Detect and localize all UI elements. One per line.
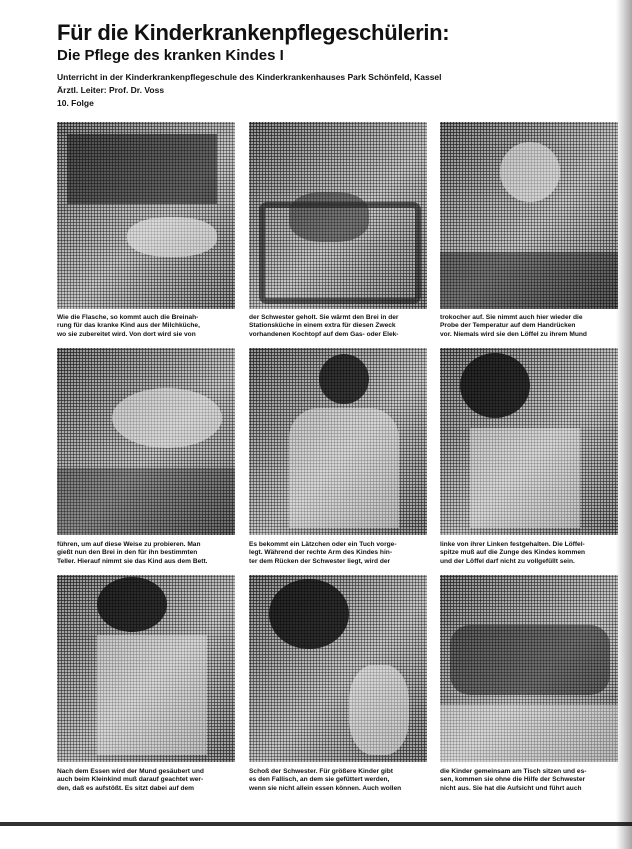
caption-8: Schoß der Schwester. Für größere Kinder gibt es den Fallisch, an dem sie gefüttert werden, wenn sie nicht allein essen können. Auch wollen [249,768,402,792]
meta-line-director: Ärztl. Leiter: Prof. Dr. Voss [57,85,165,95]
wall-shape [440,252,618,309]
shelf-shape [67,134,217,204]
plate-shape [112,388,222,448]
meta-line-institution: Unterricht in der Kinderkrankenpflegeschule des Kinderkrankenhauses Park Schönfeld, Kassel [57,72,442,82]
apron-shape-2 [470,428,580,528]
photo-pouring-porridge [57,348,235,535]
caption-1: Wie die Flasche, so kommt auch die Breinah- rung für das kranke Kind aus der Milchküche, wo sie zubereitet wird. Von dort wird sie von [57,314,200,338]
caption-6: linke von ihrer Linken festgehalten. Die Löffel- spitze muß auf die Zunge des Kindes kommen und der Löffel darf nicht zu vollgefüllt sein. [440,541,586,565]
caption-9: die Kinder gemeinsam am Tisch sitzen und es- sen, kommen sie ohne die Hilfe der Schwester nicht aus. Sie hat die Aufsicht und führt auch [440,768,587,792]
caption-7: Nach dem Essen wird der Mund gesäubert und auch beim Kleinkind muß darauf geachtet wer- den, daß es aufstößt. Es sitzt dabei auf dem [57,768,204,792]
apron-shape [289,408,399,528]
bowls-shape [127,217,217,257]
page-title: Für die Kinderkrankenpflegeschülerin: [57,20,450,45]
photo-children-table [440,575,618,762]
nurse-hair-shape-4 [269,579,349,649]
hand-shape [500,142,560,202]
photo-nurse-bib [249,348,427,535]
table-shape [57,468,235,535]
caption-4: führen, um auf diese Weise zu probieren. Man gießt nun den Brei in den für ihn bestimmten Teller. Hierauf nimmt sie das Kind aus dem Bett. [57,541,208,565]
pot-shape [289,192,369,242]
child-shape [349,665,409,755]
photo-burping [249,575,427,762]
page-subtitle: Die Pflege des kranken Kindes I [57,47,284,64]
nurse-head-shape [319,354,369,404]
photo-stove-pot [249,122,427,309]
meta-line-episode: 10. Folge [57,98,94,108]
page-edge-shadow [616,0,632,849]
nurse-hair-shape [460,353,530,418]
apron-shape-3 [97,635,207,755]
children-shape [450,625,610,695]
photo-spoon-feeding [440,348,618,535]
caption-3: trokocher auf. Sie nimmt auch hier wieder die Probe der Temperatur auf dem Handrücken vor. Niemals wird sie den Löffel zu ihrem Mund [440,314,587,338]
photo-milk-kitchen [57,122,235,309]
bottom-rule [0,822,632,826]
photo-temperature-test [440,122,618,309]
caption-2: der Schwester geholt. Sie wärmt den Brei in der Stationsküche in einem extra für diesen Zweck vorhandenen Kochtopf auf dem Gas- oder Elek- [249,314,399,338]
photo-cleaning-mouth [57,575,235,762]
caption-5: Es bekommt ein Lätzchen oder ein Tuch vorge- legt. Während der rechte Arm des Kindes hin- ter dem Rücken der Schwester liegt, wird der [249,541,397,565]
nurse-hair-shape-3 [97,577,167,632]
table-shape-2 [440,705,618,762]
